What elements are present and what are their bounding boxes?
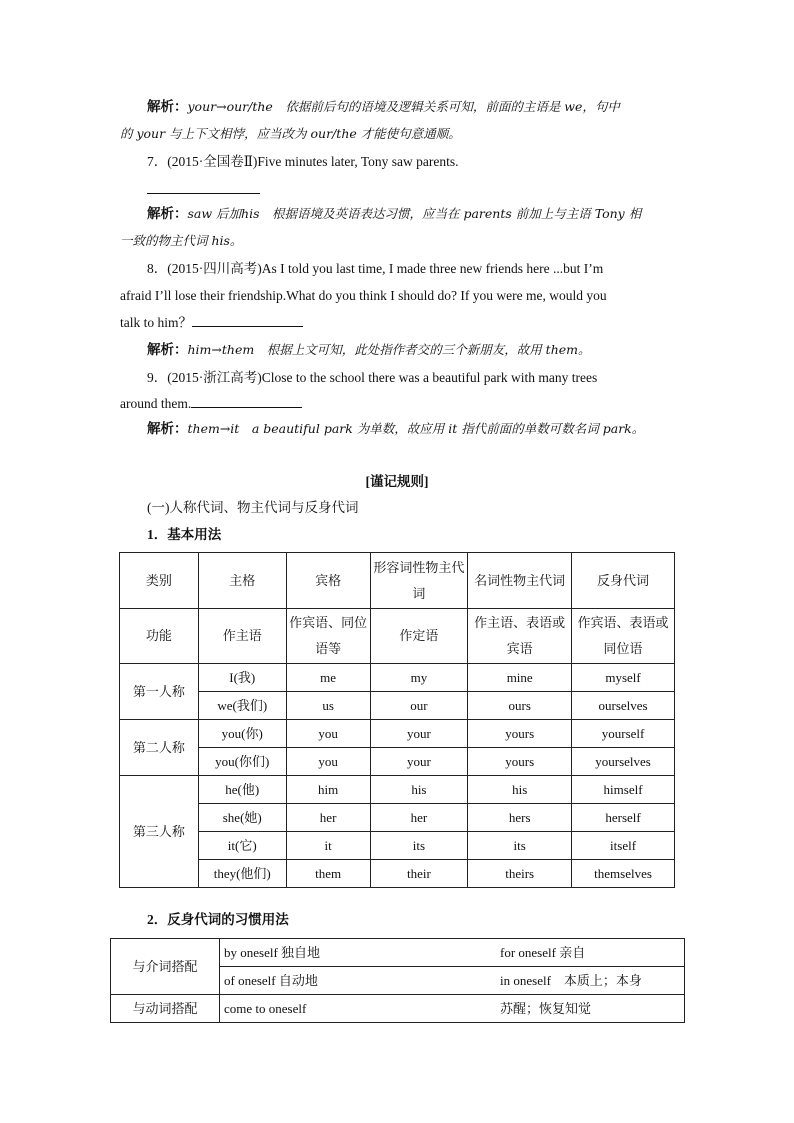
- q7-number: 7．(2015·全国卷Ⅱ): [147, 154, 258, 169]
- table-cell: my: [370, 664, 468, 692]
- table-cell: by oneself 独自地: [220, 939, 497, 967]
- table-cell: itself: [572, 832, 675, 860]
- row-label: 与介词搭配: [111, 939, 220, 995]
- reflexive-table: [110, 938, 685, 1023]
- q9-analysis-text: them→it a beautiful park 为单数，故应用 it 指代前面的单数可数名词 park。: [187, 421, 645, 436]
- header-cell: 名词性物主代词: [468, 553, 572, 609]
- header-cell: 主格: [198, 553, 286, 609]
- q6-analysis-text: your→our/the 依据前后句的语境及逻辑关系可知，前面的主语是 we，句中: [187, 99, 620, 114]
- table-row: [111, 939, 685, 967]
- table-cell: me: [286, 664, 370, 692]
- q7-analysis-line2: [120, 227, 674, 254]
- table-cell: yourselves: [572, 748, 675, 776]
- table-cell: our: [370, 692, 468, 720]
- q6-analysis-text2: 的 your 与上下文相悖，应当改为 our/the 才能使句意通顺。: [120, 126, 461, 141]
- table-cell: myself: [572, 664, 675, 692]
- table-cell: they(他们): [198, 860, 286, 888]
- table-row: [120, 748, 675, 776]
- table-cell: you(你): [198, 720, 286, 748]
- table-cell: you(你们): [198, 748, 286, 776]
- pronoun-table: [119, 552, 675, 888]
- table-cell: us: [286, 692, 370, 720]
- table-cell: his: [468, 776, 572, 804]
- group-label: 第一人称: [120, 664, 199, 720]
- table-row: [120, 832, 675, 860]
- subsection-title: (一)人称代词、物主代词与反身代词: [147, 500, 359, 515]
- q8-analysis: [120, 336, 674, 363]
- table-cell: herself: [572, 804, 675, 832]
- table-row: [120, 720, 675, 748]
- table-function-row: [120, 609, 675, 664]
- function-cell: 作宾语、同位语等: [286, 609, 370, 664]
- table-cell: her: [286, 804, 370, 832]
- header-cell: 宾格: [286, 553, 370, 609]
- subsection-basic-usage: 1．基本用法: [147, 527, 222, 542]
- function-cell: 作主语: [198, 609, 286, 664]
- q9-number: 9．(2015·浙江高考): [147, 370, 262, 385]
- table-cell: come to oneself: [220, 995, 497, 1023]
- q8-question-line2: [120, 282, 674, 309]
- table-cell: themselves: [572, 860, 675, 888]
- function-cell: 作定语: [370, 609, 468, 664]
- header-cell: 类别: [120, 553, 199, 609]
- q8-number: 8．(2015·四川高考): [147, 261, 262, 276]
- function-cell: 功能: [120, 609, 199, 664]
- q6-analysis-line2: [120, 120, 674, 147]
- table-cell: yourself: [572, 720, 675, 748]
- table-cell: himself: [572, 776, 675, 804]
- table-cell: their: [370, 860, 468, 888]
- table-cell: its: [468, 832, 572, 860]
- q9-question-line2: [120, 390, 674, 417]
- table-cell: it(它): [198, 832, 286, 860]
- table-cell: for oneself 亲自: [496, 939, 685, 967]
- table-cell: mine: [468, 664, 572, 692]
- q7-analysis-text2: 一致的物主代词 his。: [120, 233, 243, 248]
- analysis-label: 解析：: [147, 421, 188, 436]
- q7-question: [120, 148, 674, 175]
- table-cell: of oneself 自动地: [220, 967, 497, 995]
- table-cell: his: [370, 776, 468, 804]
- q8-text3: talk to him？: [120, 315, 192, 330]
- q7-text: Five minutes later, Tony saw parents.: [257, 154, 459, 169]
- header-cell: 反身代词: [572, 553, 675, 609]
- table-cell: we(我们): [198, 692, 286, 720]
- q8-question-line3: [120, 309, 674, 336]
- table-row: [120, 664, 675, 692]
- q8-text2: afraid I’ll lose their friendship.What do you think I should do? If you were me, would you: [120, 288, 607, 303]
- table-row: [120, 860, 675, 888]
- table-cell: your: [370, 748, 468, 776]
- table-cell: ours: [468, 692, 572, 720]
- q9-answer-blank[interactable]: [191, 392, 302, 408]
- table-cell: she(她): [198, 804, 286, 832]
- group-label: 第二人称: [120, 720, 199, 776]
- function-cell: 作主语、表语或宾语: [468, 609, 572, 664]
- table-cell: them: [286, 860, 370, 888]
- table-cell: her: [370, 804, 468, 832]
- table-cell: in oneself 本质上；本身: [496, 967, 685, 995]
- q9-analysis: [120, 415, 674, 442]
- analysis-label: 解析：: [147, 206, 188, 221]
- table-cell: hers: [468, 804, 572, 832]
- table-cell: it: [286, 832, 370, 860]
- table-cell: ourselves: [572, 692, 675, 720]
- q7-analysis-line1: [120, 200, 674, 227]
- table-row: [111, 995, 685, 1023]
- subsection-reflexive-usage: 2．反身代词的习惯用法: [147, 912, 289, 927]
- section-title: [谨记规则]: [365, 474, 429, 489]
- function-cell: 作宾语、表语或同位语: [572, 609, 675, 664]
- table-cell: 苏醒；恢复知觉: [496, 995, 685, 1023]
- table-row: [120, 692, 675, 720]
- q8-analysis-text: him→them 根据上文可知，此处指作者交的三个新朋友，故用 them。: [187, 342, 591, 357]
- q8-question-line1: [120, 255, 674, 282]
- analysis-label: 解析：: [147, 342, 188, 357]
- table-cell: your: [370, 720, 468, 748]
- table-cell: you: [286, 720, 370, 748]
- q9-text1: Close to the school there was a beautiful park with many trees: [261, 370, 598, 385]
- q6-analysis-line1: [120, 93, 674, 120]
- analysis-label: 解析：: [147, 99, 188, 114]
- table-cell: you: [286, 748, 370, 776]
- table-cell: he(他): [198, 776, 286, 804]
- table-cell: its: [370, 832, 468, 860]
- q8-text1: As I told you last time, I made three new friends here ...but I’m: [261, 261, 604, 276]
- row-label: 与动词搭配: [111, 995, 220, 1023]
- table-cell: yours: [468, 748, 572, 776]
- q7-answer-blank[interactable]: [147, 193, 260, 194]
- header-cell: 形容词性物主代词: [370, 553, 468, 609]
- table-cell: yours: [468, 720, 572, 748]
- table-row: [120, 776, 675, 804]
- table-header-row: [120, 553, 675, 609]
- q8-answer-blank[interactable]: [192, 311, 303, 327]
- q9-text2: around them.: [120, 396, 192, 411]
- table-cell: him: [286, 776, 370, 804]
- table-cell: I(我): [198, 664, 286, 692]
- table-row: [120, 804, 675, 832]
- q9-question-line1: [120, 364, 674, 391]
- table-cell: theirs: [468, 860, 572, 888]
- q7-analysis-text: saw 后加his 根据语境及英语表达习惯，应当在 parents 前加上与主语 Tony 相: [187, 206, 642, 221]
- group-label: 第三人称: [120, 776, 199, 888]
